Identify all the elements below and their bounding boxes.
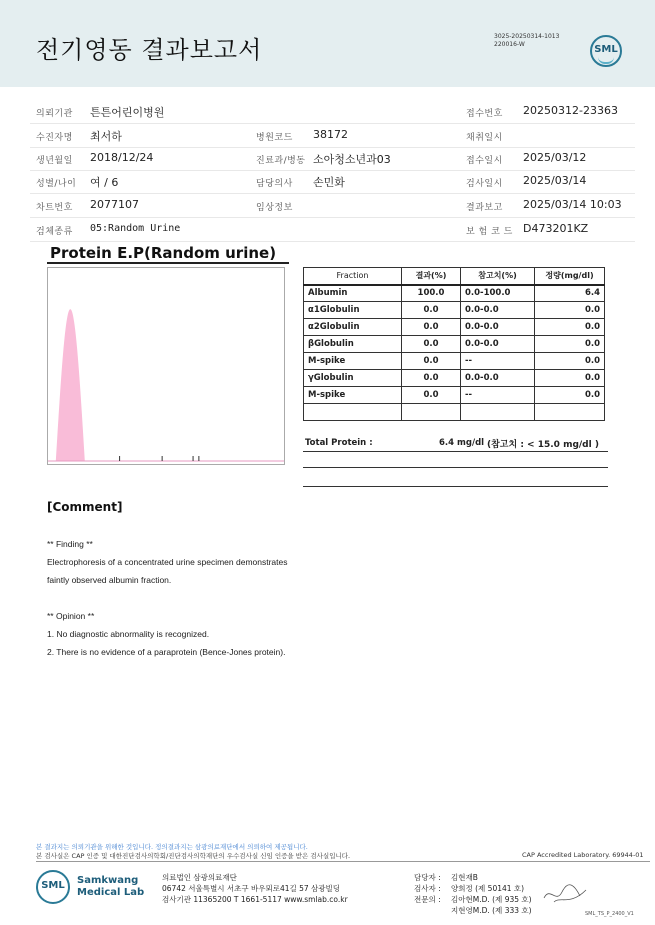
- org-address: 06742 서울특별시 서초구 바우뫼로41길 57 삼광빌딩: [162, 884, 341, 893]
- table-row: [304, 319, 605, 336]
- brand-name: [77, 875, 144, 899]
- label-doctor: 담당의사: [256, 179, 293, 189]
- opinion-line-2: 2. There is no evidence of a paraprotein (Bence-Jones protein).: [47, 647, 286, 657]
- value-specimen: 05:Random Urine: [90, 223, 181, 234]
- cell-fraction: βGlobulin: [304, 336, 402, 353]
- info-row-6: [30, 218, 635, 242]
- document-number: [494, 33, 559, 49]
- opinion-line-1: 1. No diagnostic abnormality is recognized.: [47, 629, 210, 639]
- form-code: SML_TS_P_2400_V1: [585, 911, 634, 917]
- label-patient-name: 수진자명: [36, 133, 73, 143]
- cell-quantity: 6.4: [535, 285, 605, 302]
- electrophoresis-chart: [47, 267, 285, 465]
- cell-quantity: [535, 404, 605, 421]
- value-test-date: 2025/03/14: [523, 174, 587, 187]
- comment-title: [Comment]: [47, 500, 123, 514]
- cell-result: 0.0: [402, 302, 461, 319]
- brand-line-2: Medical Lab: [77, 887, 145, 898]
- footer-divider: [36, 861, 650, 862]
- total-protein-label: Total Protein :: [305, 438, 373, 448]
- label-receipt-date: 접수일시: [466, 156, 503, 166]
- value-department: 소아청소년과03: [313, 153, 391, 166]
- section-underline: [47, 262, 289, 264]
- table-header-row: [304, 268, 605, 285]
- total-protein-row: [303, 437, 608, 452]
- cell-fraction: M-spike: [304, 387, 402, 404]
- cell-fraction: Albumin: [304, 285, 402, 302]
- label-collection-date: 채취일시: [466, 133, 503, 143]
- cell-quantity: 0.0: [535, 302, 605, 319]
- header-fraction: Fraction: [304, 268, 402, 285]
- report-header: [0, 0, 655, 87]
- info-row-3: [30, 147, 635, 171]
- cell-quantity: 0.0: [535, 319, 605, 336]
- info-row-5: [30, 194, 635, 218]
- doc-no-line-1: 3025-20250314-1013: [494, 33, 560, 40]
- header-result: 결과(%): [402, 268, 461, 285]
- cell-fraction: α1Globulin: [304, 302, 402, 319]
- staff-row: [414, 883, 525, 894]
- sml-logo-icon: [36, 870, 70, 904]
- cell-reference: [461, 404, 535, 421]
- cell-result: 0.0: [402, 370, 461, 387]
- label-specimen: 검체종류: [36, 227, 73, 237]
- staff-row: [414, 872, 478, 883]
- total-protein-reference: (참고치 : < 15.0 mg/dl ): [487, 440, 599, 450]
- staff-role: 담당자 :: [414, 873, 441, 882]
- cell-result: 0.0: [402, 387, 461, 404]
- value-doctor: 손민화: [313, 176, 345, 189]
- table-row: [304, 353, 605, 370]
- cell-quantity: 0.0: [535, 370, 605, 387]
- table-row: [304, 404, 605, 421]
- table-row: [304, 285, 605, 302]
- staff-name: 양희정 (제 50141 호): [451, 884, 525, 893]
- info-row-2: [30, 124, 635, 148]
- logo-text: SML: [41, 880, 65, 891]
- cell-result: [402, 404, 461, 421]
- finding-line-2: faintly observed albumin fraction.: [47, 575, 172, 585]
- footer-notice-red: 본 결과지는 의뢰기관을 위해한 것입니다. 정의결과지는 삼광의료재단에서 의뢰하여 제공됩니다.: [36, 843, 308, 851]
- table-row: [304, 336, 605, 353]
- cell-reference: --: [461, 353, 535, 370]
- value-requesting-institution: 튼튼어린이병원: [90, 106, 165, 119]
- value-insurance-code: D473201KZ: [523, 222, 589, 235]
- opinion-heading: ** Opinion **: [47, 611, 95, 621]
- value-patient-name: 최서하: [90, 130, 122, 143]
- staff-name: 지현영M.D. (제 333 호): [451, 906, 532, 915]
- cap-accreditation: CAP Accredited Laboratory. 69944-01: [522, 851, 644, 859]
- total-protein-value: 6.4 mg/dl: [439, 438, 485, 448]
- cell-result: 100.0: [402, 285, 461, 302]
- value-hospital-code: 38172: [313, 128, 348, 141]
- footer-notice: 본 검사실은 CAP 인증 및 대한진단검사의학회/진단검사의학재단의 우수검사실 신임 인증을 받은 검사실입니다.: [36, 852, 351, 860]
- label-requesting-institution: 의뢰기관: [36, 109, 73, 119]
- cell-fraction: α2Globulin: [304, 319, 402, 336]
- divider-line: [303, 467, 608, 468]
- report-title: 전기영동 결과보고서: [36, 36, 263, 64]
- header-reference: 참고치(%): [461, 268, 535, 285]
- fraction-table: [303, 267, 605, 421]
- cell-result: 0.0: [402, 336, 461, 353]
- albumin-peak: [56, 309, 85, 461]
- label-insurance-code: 보 험 코 드: [466, 227, 513, 237]
- org-contact: 검사기관 11365200 T 1661-5117 www.smlab.co.kr: [162, 895, 348, 904]
- info-row-1: [30, 100, 635, 124]
- electrophoresis-svg: [48, 268, 284, 464]
- cell-reference: 0.0-0.0: [461, 336, 535, 353]
- header-quantity: 정량(mg/dl): [535, 268, 605, 285]
- label-report-date: 결과보고: [466, 203, 503, 213]
- table-row: [304, 370, 605, 387]
- label-hospital-code: 병원코드: [256, 133, 293, 143]
- label-receipt-no: 접수번호: [466, 109, 503, 119]
- label-birth-date: 생년월일: [36, 156, 73, 166]
- cell-result: 0.0: [402, 353, 461, 370]
- cell-reference: 0.0-100.0: [461, 285, 535, 302]
- info-row-4: [30, 170, 635, 194]
- brand-line-1: Samkwang: [77, 875, 139, 886]
- table-row: [304, 387, 605, 404]
- label-chart-no: 차트번호: [36, 203, 73, 213]
- org-name: 의료법인 삼광의료재단: [162, 873, 237, 882]
- finding-heading: ** Finding **: [47, 539, 93, 549]
- staff-name: 김현재B: [451, 873, 478, 882]
- staff-role: 검사자 :: [414, 884, 441, 893]
- value-report-date: 2025/03/14 10:03: [523, 198, 622, 211]
- cell-quantity: 0.0: [535, 387, 605, 404]
- cell-reference: 0.0-0.0: [461, 302, 535, 319]
- finding-line-1: Electrophoresis of a concentrated urine specimen demonstrates: [47, 557, 288, 567]
- section-title: Protein E.P(Random urine): [50, 244, 277, 262]
- staff-role: 전문의 :: [414, 895, 441, 904]
- cell-reference: 0.0-0.0: [461, 370, 535, 387]
- sml-logo-icon: [590, 35, 622, 67]
- cell-quantity: 0.0: [535, 336, 605, 353]
- label-test-date: 검사일시: [466, 179, 503, 189]
- value-birth-date: 2018/12/24: [90, 151, 154, 164]
- cell-quantity: 0.0: [535, 353, 605, 370]
- staff-row: [414, 894, 532, 905]
- table-row: [304, 302, 605, 319]
- cell-fraction: M-spike: [304, 353, 402, 370]
- value-chart-no: 2077107: [90, 198, 139, 211]
- label-sex-age: 성별/나이: [36, 179, 77, 189]
- cell-reference: --: [461, 387, 535, 404]
- logo-text: SML: [594, 44, 618, 55]
- staff-name: 김아현M.D. (제 935 호): [451, 895, 532, 904]
- signature-icon: [540, 878, 590, 910]
- cell-reference: 0.0-0.0: [461, 319, 535, 336]
- label-clinical-info: 임상정보: [256, 203, 293, 213]
- value-receipt-no: 20250312-23363: [523, 104, 618, 117]
- value-sex-age: 여 / 6: [90, 176, 119, 189]
- divider-line: [303, 486, 608, 487]
- doc-no-line-2: 220016-W: [494, 41, 525, 48]
- cell-fraction: [304, 404, 402, 421]
- cell-result: 0.0: [402, 319, 461, 336]
- value-receipt-date: 2025/03/12: [523, 151, 587, 164]
- label-department: 진료과/병동: [256, 156, 306, 166]
- cell-fraction: γGlobulin: [304, 370, 402, 387]
